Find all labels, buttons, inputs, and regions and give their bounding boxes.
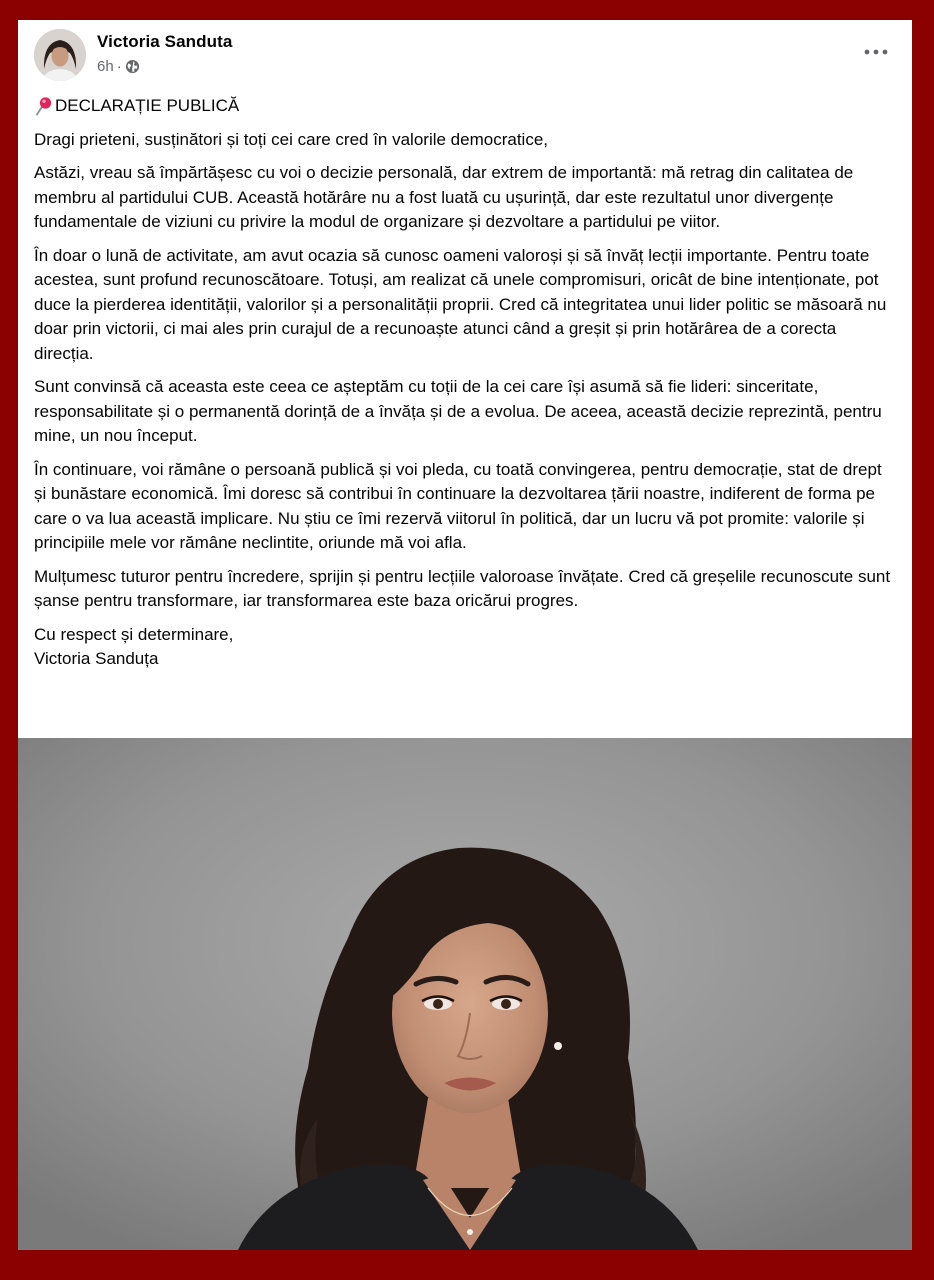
post-card: [18, 20, 912, 1250]
post-header: [18, 20, 912, 92]
post-text: [34, 94, 896, 672]
round-pushpin-icon: [34, 96, 54, 116]
paragraph-thanks: Mulțumesc tuturor pentru încredere, sprijin și pentru lecțiile valoroase învățate. Cred că greșelile recunoscute sunt șanse pentru transformare, iar transformarea este baza oricărui progres.: [34, 566, 891, 610]
avatar[interactable]: [34, 29, 86, 81]
paragraph-decision: Astăzi, vreau să împărtășesc cu voi o decizie personală, dar extrem de importantă: mă retrag din calitatea de membru al partidului CUB. Această hotărâre nu a fost luată cu ușurință, dar este rezultatul unor divergențe fundamentale de viziuni cu privire la modul de organizare și dezvoltare a partidului pe viitor.: [34, 163, 854, 231]
post-timestamp[interactable]: 6h: [97, 58, 114, 75]
author-name[interactable]: Victoria Sanduta: [97, 32, 233, 51]
signature-line: Victoria Sanduța: [34, 649, 159, 668]
more-options-icon: [864, 49, 888, 55]
post-meta: [97, 58, 140, 75]
meta-separator: ·: [116, 58, 122, 75]
post-headline: [34, 94, 896, 119]
closing-line: Cu respect și determinare,: [34, 624, 234, 644]
portrait-image: [18, 738, 912, 1250]
paragraph-future: În continuare, voi rămâne o persoană publică și voi pleda, cu toată convingerea, pentru democrație, stat de drept și bunăstare economică. Îmi doresc să contribui în continuare la dezvoltarea țării noastre, indiferent de forma pe care o va lua această implicare. Nu știu ce îmi rezervă viitorul în politică, dar un lucru vă pot promite: valorile și principiile mele vor rămâne neclintite, oriunde mă voi afla.: [34, 459, 882, 552]
paragraph-activity: În doar o lună de activitate, am avut ocazia să cunosc oameni valoroși și să învăț lecții importante. Pentru toate acestea, sunt profund recunoscătoare. Totuși, am realizat că unele compromisuri, oricât de bine intenționate, pot duce la pierderea identității, valorilor și a personalității proprii. Cred că integritatea unui lider politic se măsoară nu doar prin victorii, ci mai ales prin curajul de a recunoaște atunci când a greșit și prin hotărârea de a corecta direcția.: [34, 245, 887, 363]
headline-text: DECLARAȚIE PUBLICĂ: [55, 96, 240, 115]
paragraph-leadership: Sunt convinsă că aceasta este ceea ce așteptăm cu toții de la cei care își asumă să fie lideri: sinceritate, responsabilitate și o permanentă dorință de a învăța și de a evolua. De aceea, această decizie reprezintă, pentru mine, un nou început.: [34, 377, 882, 445]
post-photo[interactable]: [18, 738, 912, 1250]
globe-icon[interactable]: [125, 59, 140, 74]
avatar-image: [34, 29, 86, 81]
more-options-button[interactable]: [862, 42, 890, 62]
paragraph-greeting: Dragi prieteni, susținători și toți cei care cred în valorile democratice,: [34, 129, 548, 149]
post-signoff: [34, 623, 896, 672]
